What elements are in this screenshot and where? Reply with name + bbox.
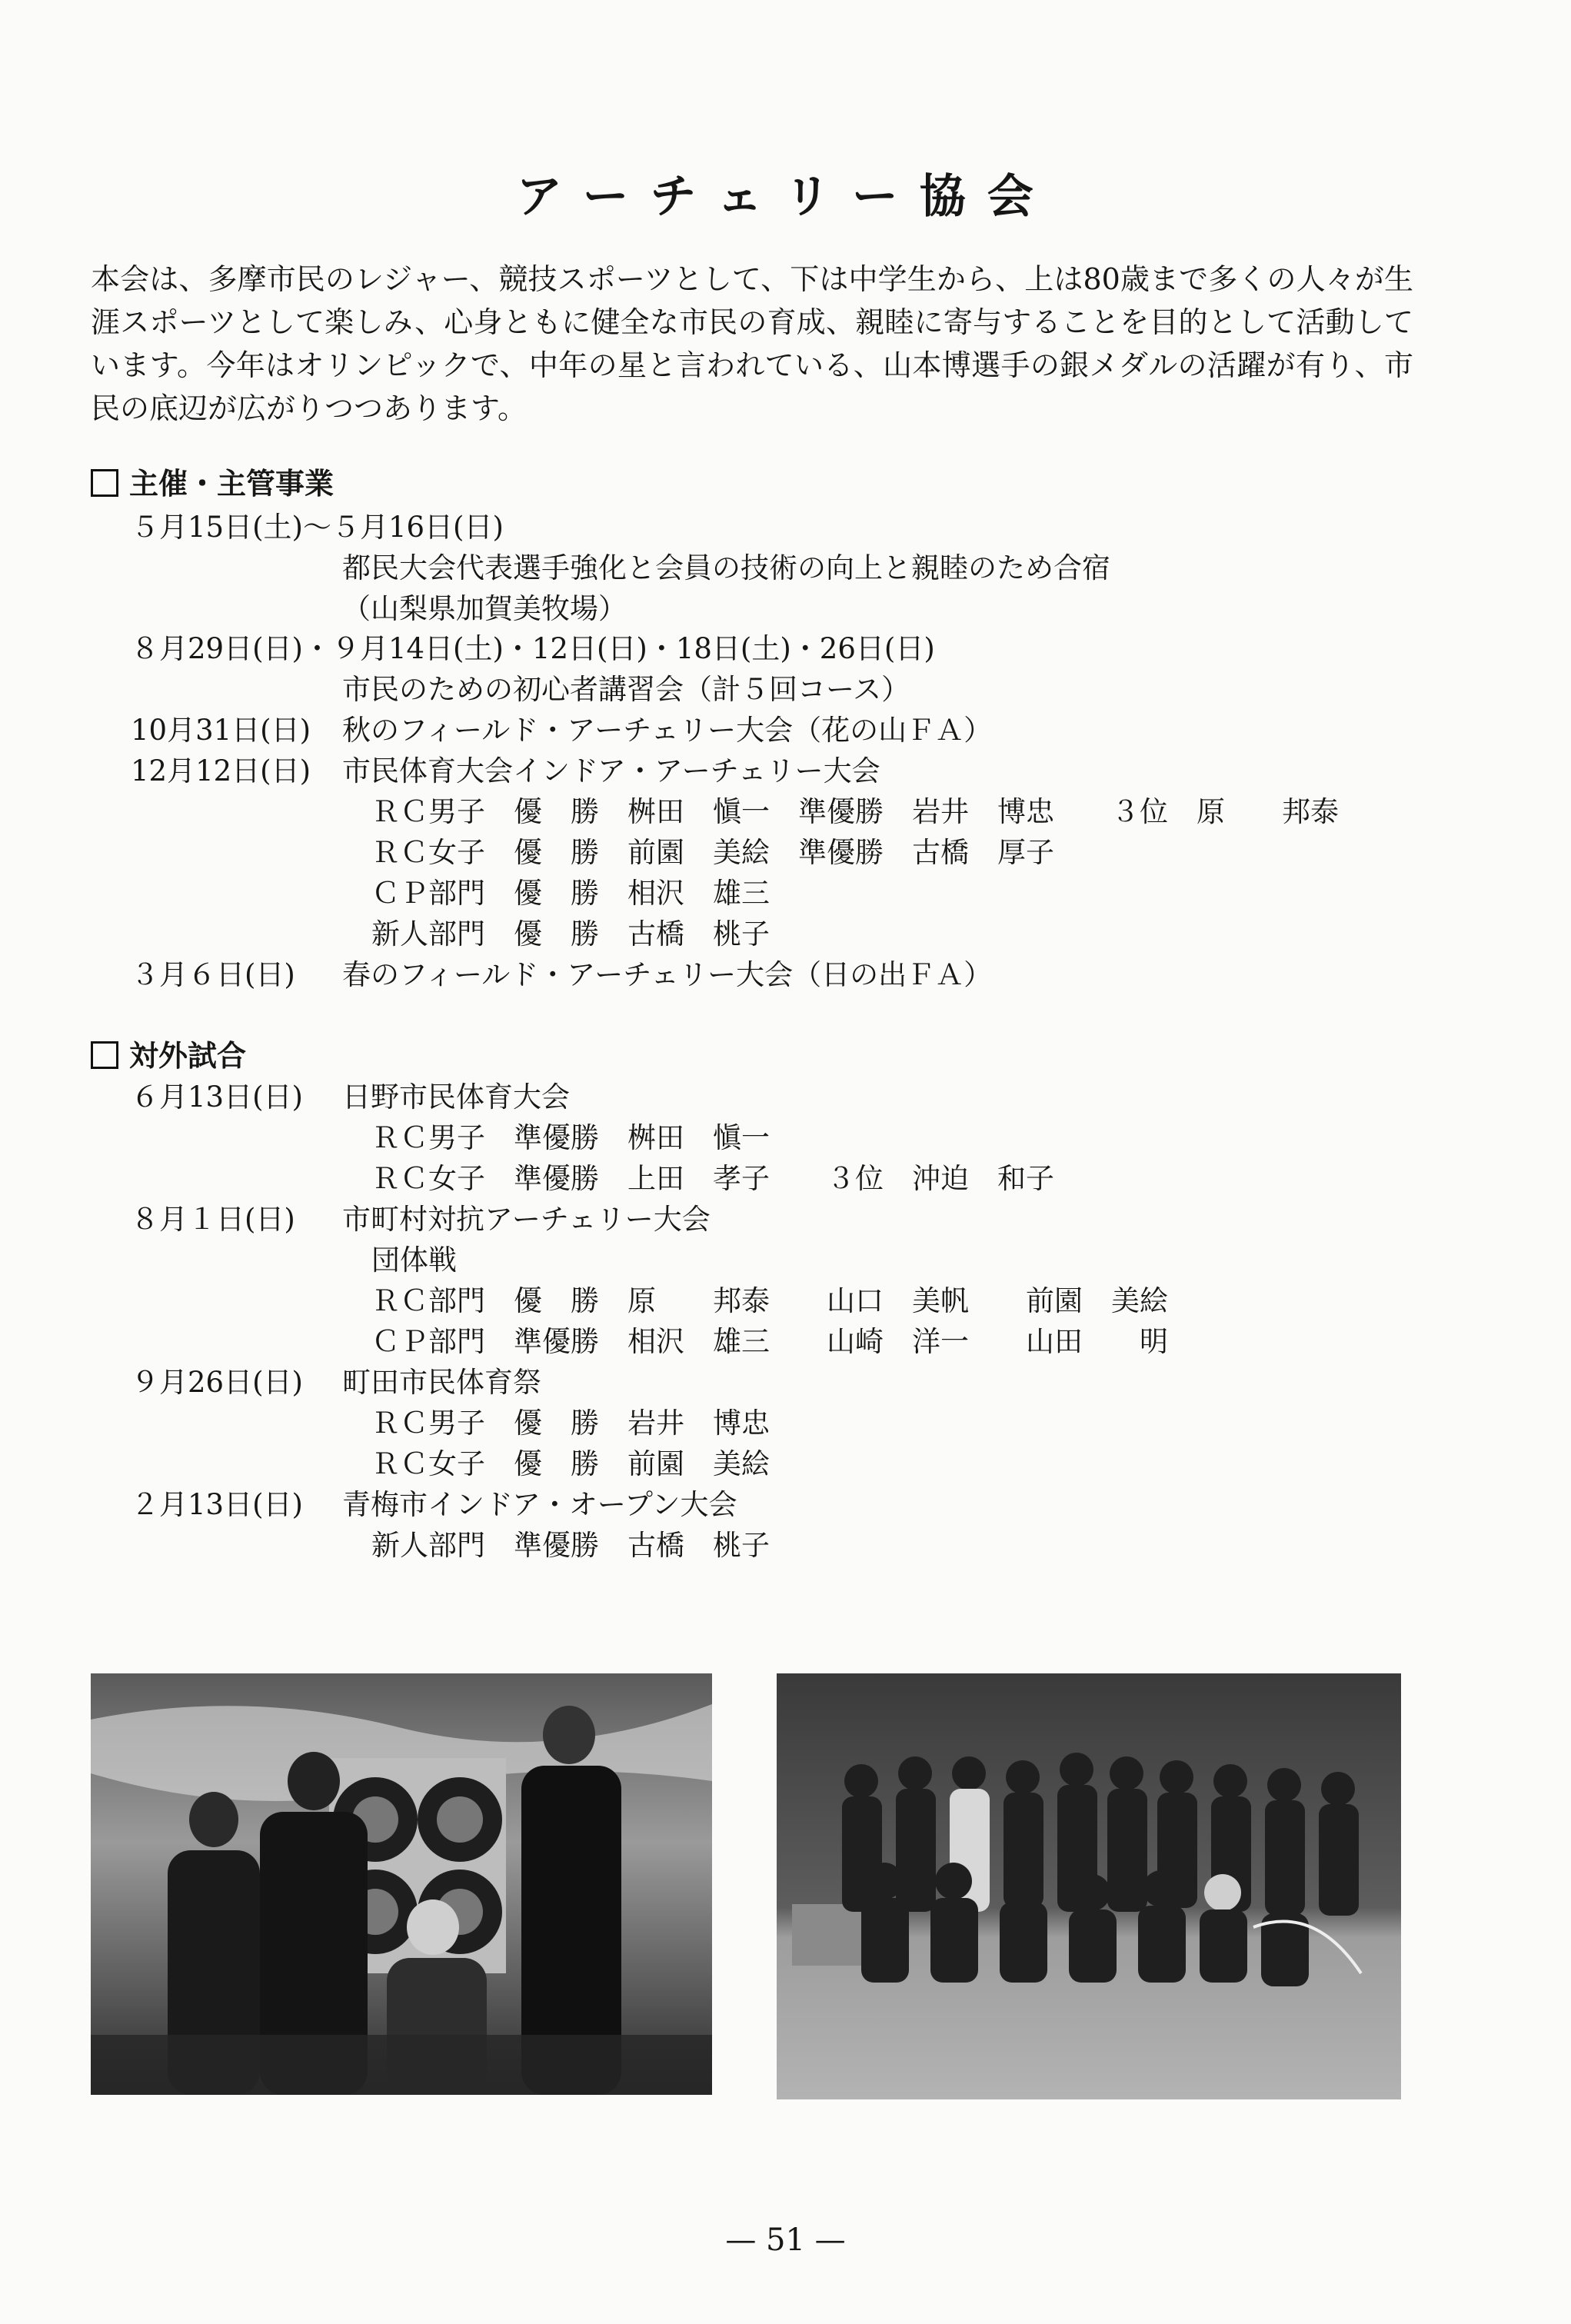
photo-archers-at-targets xyxy=(91,1673,712,2095)
result-line: 新人部門 優 勝 古橋 桃子 xyxy=(371,917,770,951)
event-date: ２月13日(日) xyxy=(131,1488,303,1521)
checkbox-square-icon xyxy=(91,1041,118,1069)
result-line: ＣＰ部門 優 勝 相沢 雄三 xyxy=(371,877,770,910)
result-line: ＲＣ女子 準優勝 上田 孝子 ３位 沖迫 和子 xyxy=(371,1162,1054,1195)
result-line: 新人部門 準優勝 古橋 桃子 xyxy=(371,1529,770,1562)
photo-group xyxy=(777,1673,1401,2099)
event-desc: 青梅市インドア・オープン大会 xyxy=(342,1488,737,1521)
section-heading-hosted-events: 主催・主管事業 xyxy=(91,460,334,502)
event-desc: 秋のフィールド・アーチェリー大会（花の山ＦＡ） xyxy=(342,714,993,747)
result-line: ＣＰ部門 準優勝 相沢 雄三 山崎 洋一 山田 明 xyxy=(371,1325,1168,1358)
event-desc: 日野市民体育大会 xyxy=(342,1080,570,1114)
event-date: ９月26日(日) xyxy=(131,1366,303,1399)
event-desc: 町田市民体育祭 xyxy=(342,1366,541,1399)
photo-archers-at-targets-image xyxy=(91,1673,712,2095)
event-venue: （山梨県加賀美牧場） xyxy=(342,592,627,625)
intro-paragraph: 本会は、多摩市民のレジャー、競技スポーツとして、下は中学生から、上は80歳まで多くの人々が生涯スポーツとして楽しみ、心身ともに健全な市民の育成、親睦に寄与することを目的として活動しています。今年はオリンピックで、中年の星と言われている、山本博選手の銀メダルの活躍が有り、市民の底辺が広がりつつあります。 xyxy=(91,262,1413,425)
page-title: アーチェリー協会 xyxy=(516,170,1055,224)
result-line: ＲＣ女子 優 勝 前園 美絵 xyxy=(371,1447,770,1480)
event-desc: 市町村対抗アーチェリー大会 xyxy=(342,1203,711,1236)
checkbox-square-icon xyxy=(91,469,118,497)
section-heading-external-matches: 対外試合 xyxy=(91,1032,246,1074)
result-subheading: 団体戦 xyxy=(371,1244,457,1277)
result-line: ＲＣ男子 優 勝 桝田 愼一 準優勝 岩井 博忠 ３位 原 邦泰 xyxy=(371,795,1339,828)
event-desc: 都民大会代表選手強化と会員の技術の向上と親睦のため合宿 xyxy=(342,551,1110,584)
result-line: ＲＣ男子 優 勝 岩井 博忠 xyxy=(371,1407,770,1440)
event-date: 12月12日(日) xyxy=(131,754,311,787)
result-line: ＲＣ男子 準優勝 桝田 愼一 xyxy=(371,1121,770,1154)
event-date: ３月６日(日) xyxy=(131,958,295,991)
event-desc: 市民のための初心者講習会（計５回コース） xyxy=(342,673,910,706)
photo-group-image xyxy=(777,1673,1401,2099)
event-desc: 市民体育大会インドア・アーチェリー大会 xyxy=(342,754,880,787)
event-date: ６月13日(日) xyxy=(131,1080,303,1114)
event-date: ８月１日(日) xyxy=(131,1203,295,1236)
event-date: ５月15日(土)～５月16日(日) xyxy=(131,511,504,544)
event-date: ８月29日(日)・９月14日(土)・12日(日)・18日(土)・26日(日) xyxy=(131,632,935,665)
event-desc: 春のフィールド・アーチェリー大会（日の出ＦＡ） xyxy=(342,958,993,991)
event-date: 10月31日(日) xyxy=(131,714,311,747)
result-line: ＲＣ部門 優 勝 原 邦泰 山口 美帆 前園 美絵 xyxy=(371,1284,1168,1317)
result-line: ＲＣ女子 優 勝 前園 美絵 準優勝 古橋 厚子 xyxy=(371,836,1054,869)
page-number: — 51 — xyxy=(725,2222,846,2258)
